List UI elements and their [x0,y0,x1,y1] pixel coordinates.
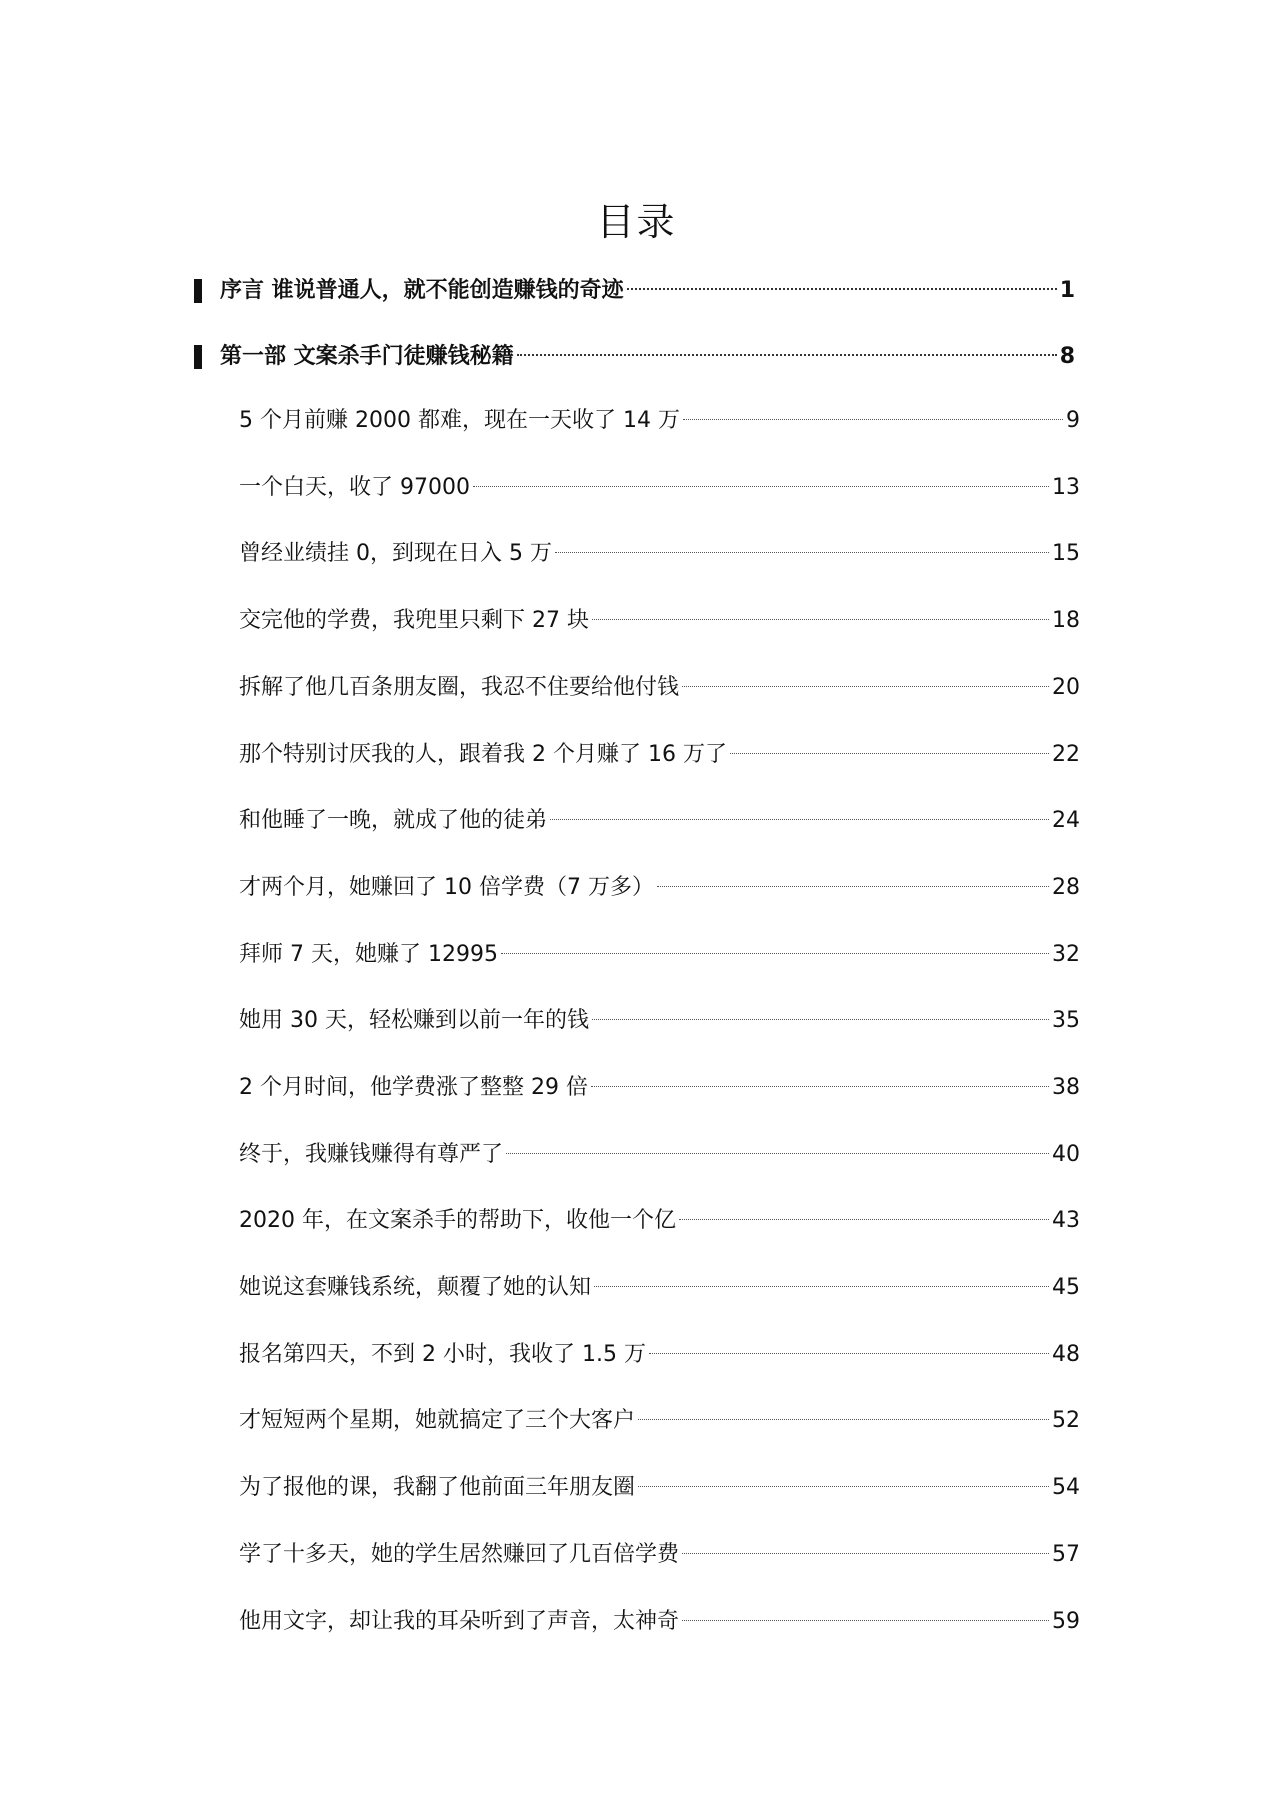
dot-leader [550,819,1049,820]
toc-page-number: 40 [1052,1142,1080,1167]
dot-leader [627,288,1057,290]
toc-page-number: 48 [1052,1342,1080,1367]
toc-chapter-entry [239,1605,1080,1639]
toc-entry-label: 和他睡了一晚，就成了他的徒弟 [239,808,548,833]
toc-chapter-entry [239,1404,1080,1438]
dot-leader [682,1620,1049,1621]
toc-chapter-entry [239,1204,1080,1238]
dot-leader [506,1153,1049,1154]
toc-page-number: 45 [1052,1275,1080,1300]
dot-leader [517,354,1057,356]
toc-chapter-entry [239,1271,1080,1305]
dot-leader [555,552,1049,553]
toc-entry-label: 才两个月，她赚回了 10 倍学费（7 万多） [239,875,654,900]
toc-entry-label: 一个白天，收了 97000 [239,475,470,500]
dot-leader [682,1553,1049,1554]
toc-page-number: 38 [1052,1075,1080,1100]
toc-entry-label: 为了报他的课，我翻了他前面三年朋友圈 [239,1475,636,1500]
toc-chapter-entry [239,404,1080,438]
toc-title: 目录 [596,200,677,244]
toc-entry-label: 终于，我赚钱赚得有尊严了 [239,1142,504,1167]
toc-page-number: 9 [1066,408,1080,433]
toc-entry-label: 5 个月前赚 2000 都难，现在一天收了 14 万 [239,408,680,433]
toc-entry-label: 她说这套赚钱系统，颠覆了她的认知 [239,1275,592,1300]
dot-leader [638,1486,1049,1487]
toc-chapter-entry [239,1338,1080,1372]
toc-entry-label: 报名第四天，不到 2 小时，我收了 1.5 万 [239,1342,646,1367]
toc-page-number: 54 [1052,1475,1080,1500]
toc-entry-label: 2020 年，在文案杀手的帮助下，收他一个亿 [239,1208,676,1233]
dot-leader [638,1419,1049,1420]
toc-page-number: 15 [1052,541,1080,566]
toc-chapter-entry [239,1071,1080,1105]
toc-page-number: 8 [1059,344,1075,369]
toc-entry-label: 他用文字，却让我的耳朵听到了声音，太神奇 [239,1609,680,1634]
toc-section-part-one [194,340,1075,374]
toc-chapter-entry [239,871,1080,905]
dot-leader [649,1353,1049,1354]
toc-entry-label: 拜师 7 天，她赚了 12995 [239,942,498,967]
dot-leader [591,1086,1049,1087]
dot-leader [594,1286,1049,1287]
toc-page-number: 28 [1052,875,1080,900]
toc-chapter-entry [239,738,1080,772]
toc-page-number: 59 [1052,1609,1080,1634]
toc-chapter-entry [239,1138,1080,1172]
toc-chapter-entry [239,1471,1080,1505]
toc-entry-label: 她用 30 天，轻松赚到以前一年的钱 [239,1008,589,1033]
toc-page-number: 57 [1052,1542,1080,1567]
toc-chapter-entry [239,1538,1080,1572]
dot-leader [730,753,1049,754]
toc-page-number: 43 [1052,1208,1080,1233]
toc-section-preface [194,274,1075,308]
toc-page-number: 22 [1052,742,1080,767]
toc-entry-label: 序言 谁说普通人，就不能创造赚钱的奇迹 [220,278,624,303]
toc-entry-label: 学了十多天，她的学生居然赚回了几百倍学费 [239,1542,680,1567]
dot-leader [682,686,1049,687]
toc-chapter-entry [239,671,1080,705]
toc-entry-label: 拆解了他几百条朋友圈，我忍不住要给他付钱 [239,675,680,700]
toc-page-number: 1 [1059,278,1075,303]
toc-page-number: 52 [1052,1408,1080,1433]
toc-page-number: 32 [1052,942,1080,967]
section-marker-icon [194,279,202,303]
dot-leader [679,1219,1049,1220]
toc-entry-label: 2 个月时间，他学费涨了整整 29 倍 [239,1075,588,1100]
dot-leader [592,619,1049,620]
section-marker-icon [194,345,202,369]
dot-leader [501,953,1049,954]
dot-leader [592,1019,1049,1020]
dot-leader [657,886,1049,887]
toc-page-number: 20 [1052,675,1080,700]
toc-chapter-entry [239,1004,1080,1038]
toc-chapter-entry [239,804,1080,838]
dot-leader [473,486,1049,487]
toc-entry-label: 才短短两个星期，她就搞定了三个大客户 [239,1408,636,1433]
toc-entry-label: 曾经业绩挂 0，到现在日入 5 万 [239,541,552,566]
toc-entry-label: 交完他的学费，我兜里只剩下 27 块 [239,608,589,633]
toc-chapter-entry [239,604,1080,638]
toc-chapter-entry [239,471,1080,505]
toc-chapter-entry [239,938,1080,972]
dot-leader [683,419,1063,420]
toc-chapter-entry [239,537,1080,571]
toc-page-number: 13 [1052,475,1080,500]
toc-entry-label: 那个特别讨厌我的人，跟着我 2 个月赚了 16 万了 [239,742,727,767]
toc-page-number: 35 [1052,1008,1080,1033]
toc-page-number: 18 [1052,608,1080,633]
toc-entry-label: 第一部 文案杀手门徒赚钱秘籍 [220,344,514,369]
toc-page-number: 24 [1052,808,1080,833]
